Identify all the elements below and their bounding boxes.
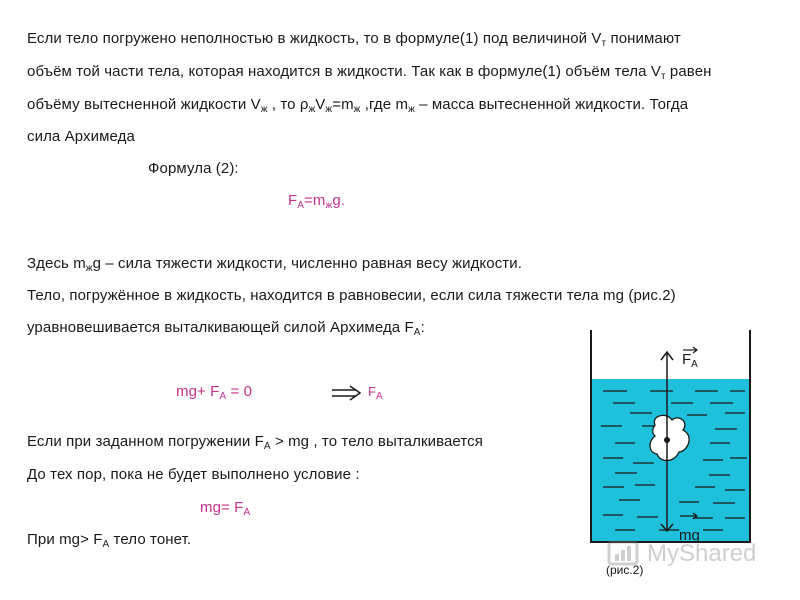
text-line-6: Тело, погружённое в жидкость, находится в равновесии, если сила тяжести тела mg (рис.2) — [27, 287, 676, 304]
equation-equilibrium: $mg= F_A$ — [200, 499, 251, 518]
equation-balance: $mg+ F_A = 0$ — [176, 383, 253, 402]
text-line-3: объёму вытесненной жидкости $V_ж$ , то $\rho_жV_ж=m_ж$ ,где $m_ж$ – масса вытесненной жидкости. Тогда — [27, 96, 689, 115]
force-archimedes-label: $F_A$ — [682, 351, 698, 370]
text-line-9: До тех пор, пока не будет выполнено условие : — [27, 466, 360, 483]
text-line-4: сила Архимеда — [27, 128, 135, 145]
text-line-2: объём той части тела, которая находится в жидкости. Так как в формуле(1) объём тела $V_т$ равен — [27, 63, 712, 82]
equation-balance-result: $F_A$ — [368, 384, 383, 402]
text-line-8: Если при заданном погружении $F_A$ > mg , то тело выталкивается — [27, 433, 483, 452]
implies-arrow-icon — [330, 384, 364, 402]
formula-archimedes: $F_A=m_жg$. — [288, 192, 346, 211]
text-line-5: Здесь $m_жg$ – сила тяжести жидкости, численно равная весу жидкости. — [27, 255, 523, 274]
figure-caption: (рис.2) — [606, 563, 644, 577]
watermark-text: MyShared — [647, 540, 757, 567]
force-gravity-label: mg — [679, 527, 700, 544]
formula-label: Формула (2): — [148, 160, 239, 177]
text-line-10: При $mg> F_A$ тело тонет. — [27, 531, 192, 550]
text-line-7: уравновешивается выталкивающей силой Архимеда $F_A$: — [27, 319, 425, 338]
text-line-1: Если тело погружено неполностью в жидкость, то в формуле(1) под величиной $V_т$ понимают — [27, 30, 681, 49]
